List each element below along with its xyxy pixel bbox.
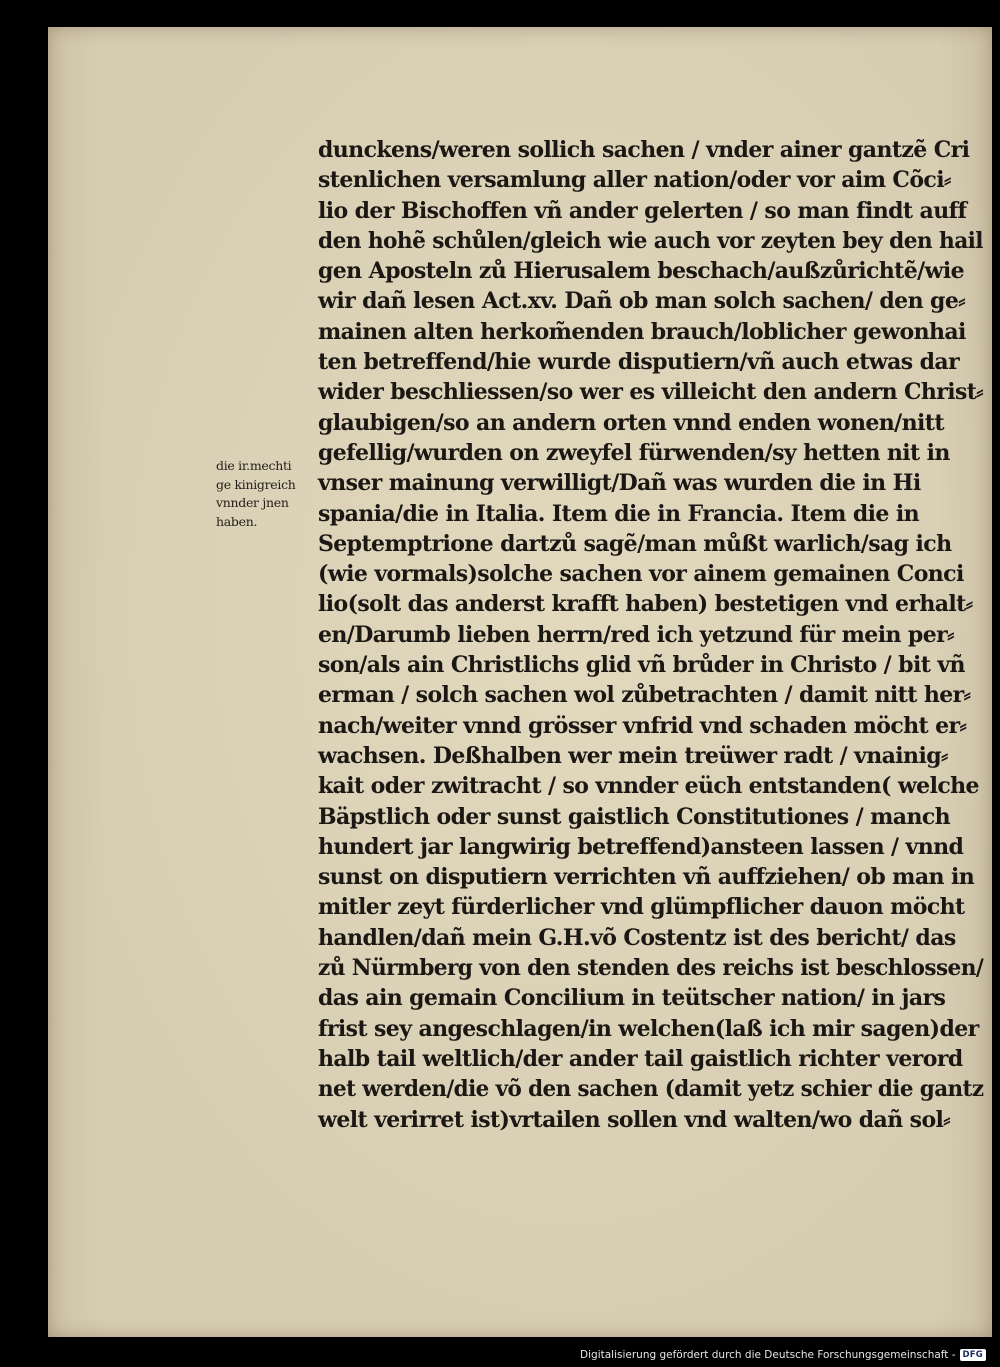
dfg-logo[interactable]: DFG [960, 1349, 986, 1361]
funding-credit: Digitalisierung gefördert durch die Deutsche Forschungsgemeinschaft - [580, 1349, 956, 1361]
text-line: den hohẽ schůlen/gleich wie auch vor zeyten bey den hail [318, 227, 983, 254]
marginal-line: ge kinigreich [216, 476, 296, 492]
marginal-line: vnnder jnen [216, 495, 289, 510]
text-line: gen Aposteln zů Hierusalem beschach/außzůrichtẽ/wie [318, 258, 965, 285]
text-line: mitler zeyt fürderlicher vnd glümpflicher dauon möcht [318, 894, 965, 921]
text-line: (wie vormals)solche sachen vor ainem gemainen Conci [318, 561, 964, 588]
text-line: spania/die in Italia. Item die in Francia. Item die in [318, 500, 920, 527]
text-line: welt verirret ist)vrtailen sollen vnd walten/wo dañ sol⸗ [318, 1106, 951, 1133]
text-line: dunckens/weren sollich sachen / vnder ainer gantzẽ Cri [318, 137, 970, 163]
marginal-line: haben. [216, 513, 258, 529]
text-line: lio der Bischoffen vñ ander gelerten / so man findt auff [318, 197, 967, 224]
text-line: hundert jar langwirig betreffend)ansteen lassen / vnnd [318, 833, 964, 860]
text-line: wir dañ lesen Act.xv. Dañ ob man solch sachen/ den ge⸗ [318, 288, 965, 315]
text-line: wider beschliessen/so wer es villeicht den andern Christ⸗ [318, 379, 984, 406]
body-text [318, 135, 983, 1135]
text-line: glaubigen/so an andern orten vnnd enden wonen/nitt [318, 409, 944, 436]
text-line: sunst on disputiern verrichten vñ auffziehen/ ob man in [318, 864, 975, 891]
book-page [48, 27, 992, 1337]
digitization-footer [580, 1346, 986, 1364]
text-line: Septemptrione dartzů sagẽ/man můßt warlich/sag ich [318, 530, 952, 557]
text-line: vnser mainung verwilligt/Dañ was wurden die in Hi [318, 470, 921, 497]
text-line: net werden/die võ den sachen (damit yetz schier die gantz [318, 1076, 984, 1103]
text-line: nach/weiter vnnd grösser vnfrid vnd schaden möcht er⸗ [318, 712, 967, 739]
text-line: gefellig/wurden on zweyfel fürwenden/sy hetten nit in [318, 439, 950, 466]
text-line: stenlichen versamlung aller nation/oder vor aim Cõci⸗ [318, 167, 951, 194]
marginal-line: die ir.mechti [216, 458, 292, 473]
text-line: erman / solch sachen wol zůbetrachten / damit nitt her⸗ [318, 682, 971, 709]
text-line: mainen alten herkom̃enden brauch/loblicher gewonhai [318, 318, 966, 345]
text-line: kait oder zwitracht / so vnnder eüch entstanden( welche [318, 773, 979, 800]
text-line: frist sey angeschlagen/in welchen(laß ich mir sagen)der [318, 1015, 979, 1042]
text-line: ten betreffend/hie wurde disputiern/vñ auch etwas dar [318, 349, 960, 376]
text-line: wachsen. Deßhalben wer mein treüwer radt / vnainig⸗ [318, 742, 948, 769]
marginal-note [216, 457, 316, 531]
text-line: Bäpstlich oder sunst gaistlich Constitutiones / manch [318, 803, 951, 830]
text-line: handlen/dañ mein G.H.võ Costentz ist des bericht/ das [318, 924, 956, 951]
text-line: en/Darumb lieben herrn/red ich yetzund für mein per⸗ [318, 621, 954, 648]
text-line: lio(solt das anderst krafft haben) bestetigen vnd erhalt⸗ [318, 591, 973, 618]
text-line: halb tail weltlich/der ander tail gaistlich richter verord [318, 1045, 963, 1072]
text-line: son/als ain Christlichs glid vñ brůder in Christo / bit vñ [318, 652, 965, 679]
text-line: zů Nürmberg von den stenden des reichs ist beschlossen/ [318, 955, 984, 982]
text-line: das ain gemain Concilium in teütscher nation/ in jars [318, 985, 946, 1012]
